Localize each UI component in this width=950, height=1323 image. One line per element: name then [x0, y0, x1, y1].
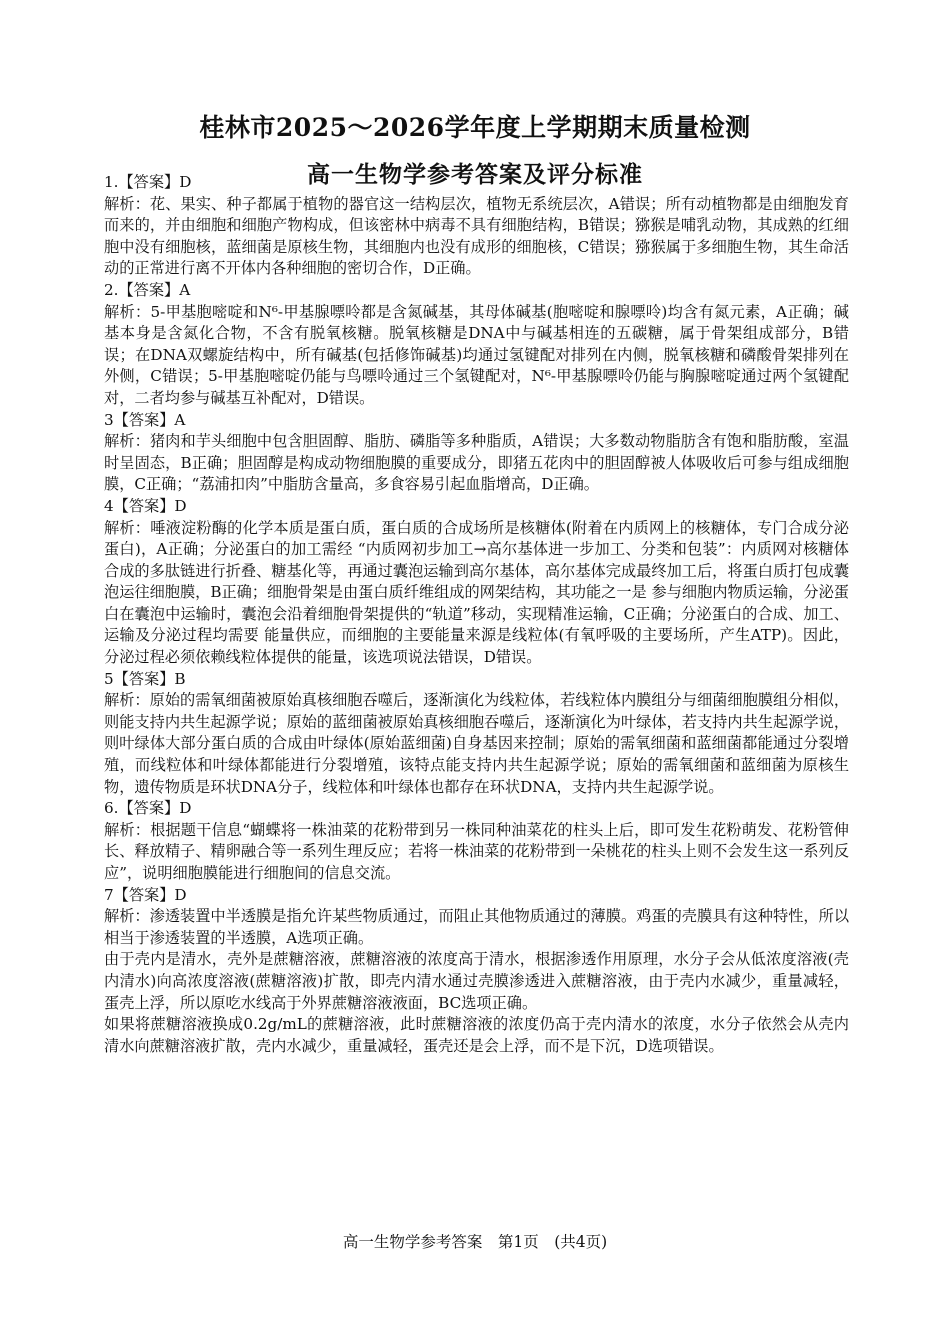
document-title: 桂林市2025～2026学年度上学期期末质量检测 — [199, 113, 751, 142]
explanation: 解析：根据题干信息“蝴蝶将一株油菜的花粉带到另一株同种油菜花的柱头上后，即可发生花粉萌发、花粉管伸长、释放精子、精卵融合等一系列生理反应；若将一株油菜的花粉带到一朵桃花的柱头上则不会发生这一系列反应”，说明细胞膜能进行细胞间的信息交流。 — [104, 820, 849, 882]
answer-list — [104, 172, 849, 1057]
explanation: 解析：渗透装置中半透膜是指允许某些物质通过，而阻止其他物质通过的薄膜。鸡蛋的壳膜具有这种特性，所以相当于渗透装置的半透膜，A选项正确。 — [104, 907, 849, 947]
explanation-paragraph: 由于壳内是清水，壳外是蔗糖溶液，蔗糖溶液的浓度高于清水，根据渗透作用原理，水分子会从低浓度溶液(壳内清水)向高浓度溶液(蔗糖溶液)扩散，即壳内清水通过壳膜渗透进入蔗糖溶液，由于壳内水减少，重量减轻，蛋壳上浮，所以原吃水线高于外界蔗糖溶液液面，BC选项正确。 — [104, 950, 849, 1012]
explanation: 解析：花、果实、种子都属于植物的器官这一结构层次，植物无系统层次，A错误；所有动植物都是由细胞发育而来的，并由细胞和细胞产物构成，但该密林中病毒不具有细胞结构，B错误；猕猴是哺乳动物，其成熟的红细胞中没有细胞核，蓝细菌是原核生物，其细胞内也没有成形的细胞核，C错误；猕猴属于多细胞生物，其生命活动的正常进行离不开体内各种细胞的密切合作，D正确。 — [104, 194, 849, 278]
page-footer: 高一生物学参考答案 第1页 (共4页) — [342, 1233, 608, 1251]
explanation: 解析：唾液淀粉酶的化学本质是蛋白质，蛋白质的合成场所是核糖体(附着在内质网上的核糖体，专门合成分泌蛋白)，A正确；分泌蛋白的加工需经 “内质网初步加工→高尔基体进一步加工、分类和包装”：内质网对核糖体合成的多肽链进行折叠、糖基化等，再通过囊泡运输到高尔基体，高尔基体完成最终加工后，将蛋白质打包成囊泡运往细胞膜，B正确；细胞骨架是由蛋白质纤维组成的网架结构，其功能之一是 参与细胞内物质运输，分泌蛋白在囊泡中运输时，囊泡会沿着细胞骨架提供的“轨道”移动，实现精准运输，C正确；分泌蛋白的合成、加工、运输及分泌过程均需要 能量供应，而细胞的主要能量来源是线粒体(有氧呼吸的主要场所，产生ATP)。因此，分泌过程必须依赖线粒体提供的能量，该选项说法错误，D错误。 — [104, 518, 849, 667]
answer-line: 4【答案】D — [104, 496, 187, 515]
explanation: 解析：猪肉和芋头细胞中包含胆固醇、脂肪、磷脂等多种脂质，A错误；大多数动物脂肪含有饱和脂肪酸，室温时呈固态，B正确；胆固醇是构成动物细胞膜的重要成分，即猪五花肉中的胆固醇被人体吸收后可参与组成细胞膜，C正确；“荔浦扣肉”中脂肪含量高，多食容易引起血脂增高，D正确。 — [104, 432, 849, 494]
answer-line: 5【答案】B — [104, 669, 186, 688]
question-7 — [104, 885, 849, 1058]
question-6 — [104, 798, 849, 884]
document-subtitle: 高一生物学参考答案及评分标准 — [307, 161, 643, 188]
question-3 — [104, 410, 849, 496]
question-2 — [104, 280, 849, 410]
answer-line: 3【答案】A — [104, 410, 186, 429]
answer-line: 7【答案】D — [104, 885, 187, 904]
answer-line: 6.【答案】D — [104, 799, 192, 818]
question-4 — [104, 496, 849, 669]
answer-line: 1.【答案】D — [104, 173, 192, 191]
explanation: 解析：5-甲基胞嘧啶和N⁶-甲基腺嘌呤都是含氮碱基，其母体碱基(胞嘧啶和腺嘌呤)均含有氮元素，A正确；碱基本身是含氮化合物，不含有脱氧核糖。脱氧核糖是DNA中与碱基相连的五碳糖，属于骨架组成部分，B错误；在DNA双螺旋结构中，所有碱基(包括修饰碱基)均通过氢键配对排列在内侧，脱氧核糖和磷酸骨架排列在外侧，C错误；5-甲基胞嘧啶仍能与鸟嘌呤通过三个氢键配对，N⁶-甲基腺嘌呤仍能与胸腺嘧啶通过两个氢键配对，二者均参与碱基互补配对，D错误。 — [104, 302, 849, 407]
explanation-paragraph: 如果将蔗糖溶液换成0.2g/mL的蔗糖溶液，此时蔗糖溶液的浓度仍高于壳内清水的浓度，水分子依然会从壳内清水向蔗糖溶液扩散，壳内水减少，重量减轻，蛋壳还是会上浮，而不是下沉，D选项错误。 — [104, 1015, 849, 1055]
question-1 — [104, 172, 849, 280]
question-5 — [104, 669, 849, 799]
answer-line: 2.【答案】A — [104, 280, 191, 299]
explanation: 解析：原始的需氧细菌被原始真核细胞吞噬后，逐渐演化为线粒体，若线粒体内膜组分与细菌细胞膜组分相似，则能支持内共生起源学说；原始的蓝细菌被原始真核细胞吞噬后，逐渐演化为叶绿体，若支持内共生起源学说，则叶绿体大部分蛋白质的合成由叶绿体(原始蓝细菌)自身基因来控制；原始的需氧细菌和蓝细菌都能通过分裂增殖，而线粒体和叶绿体都能进行分裂增殖，该特点能支持内共生起源学说；原始的需氧细菌和蓝细菌为原核生物，遗传物质是环状DNA分子，线粒体和叶绿体也都存在环状DNA，支持内共生起源学说。 — [104, 691, 849, 796]
